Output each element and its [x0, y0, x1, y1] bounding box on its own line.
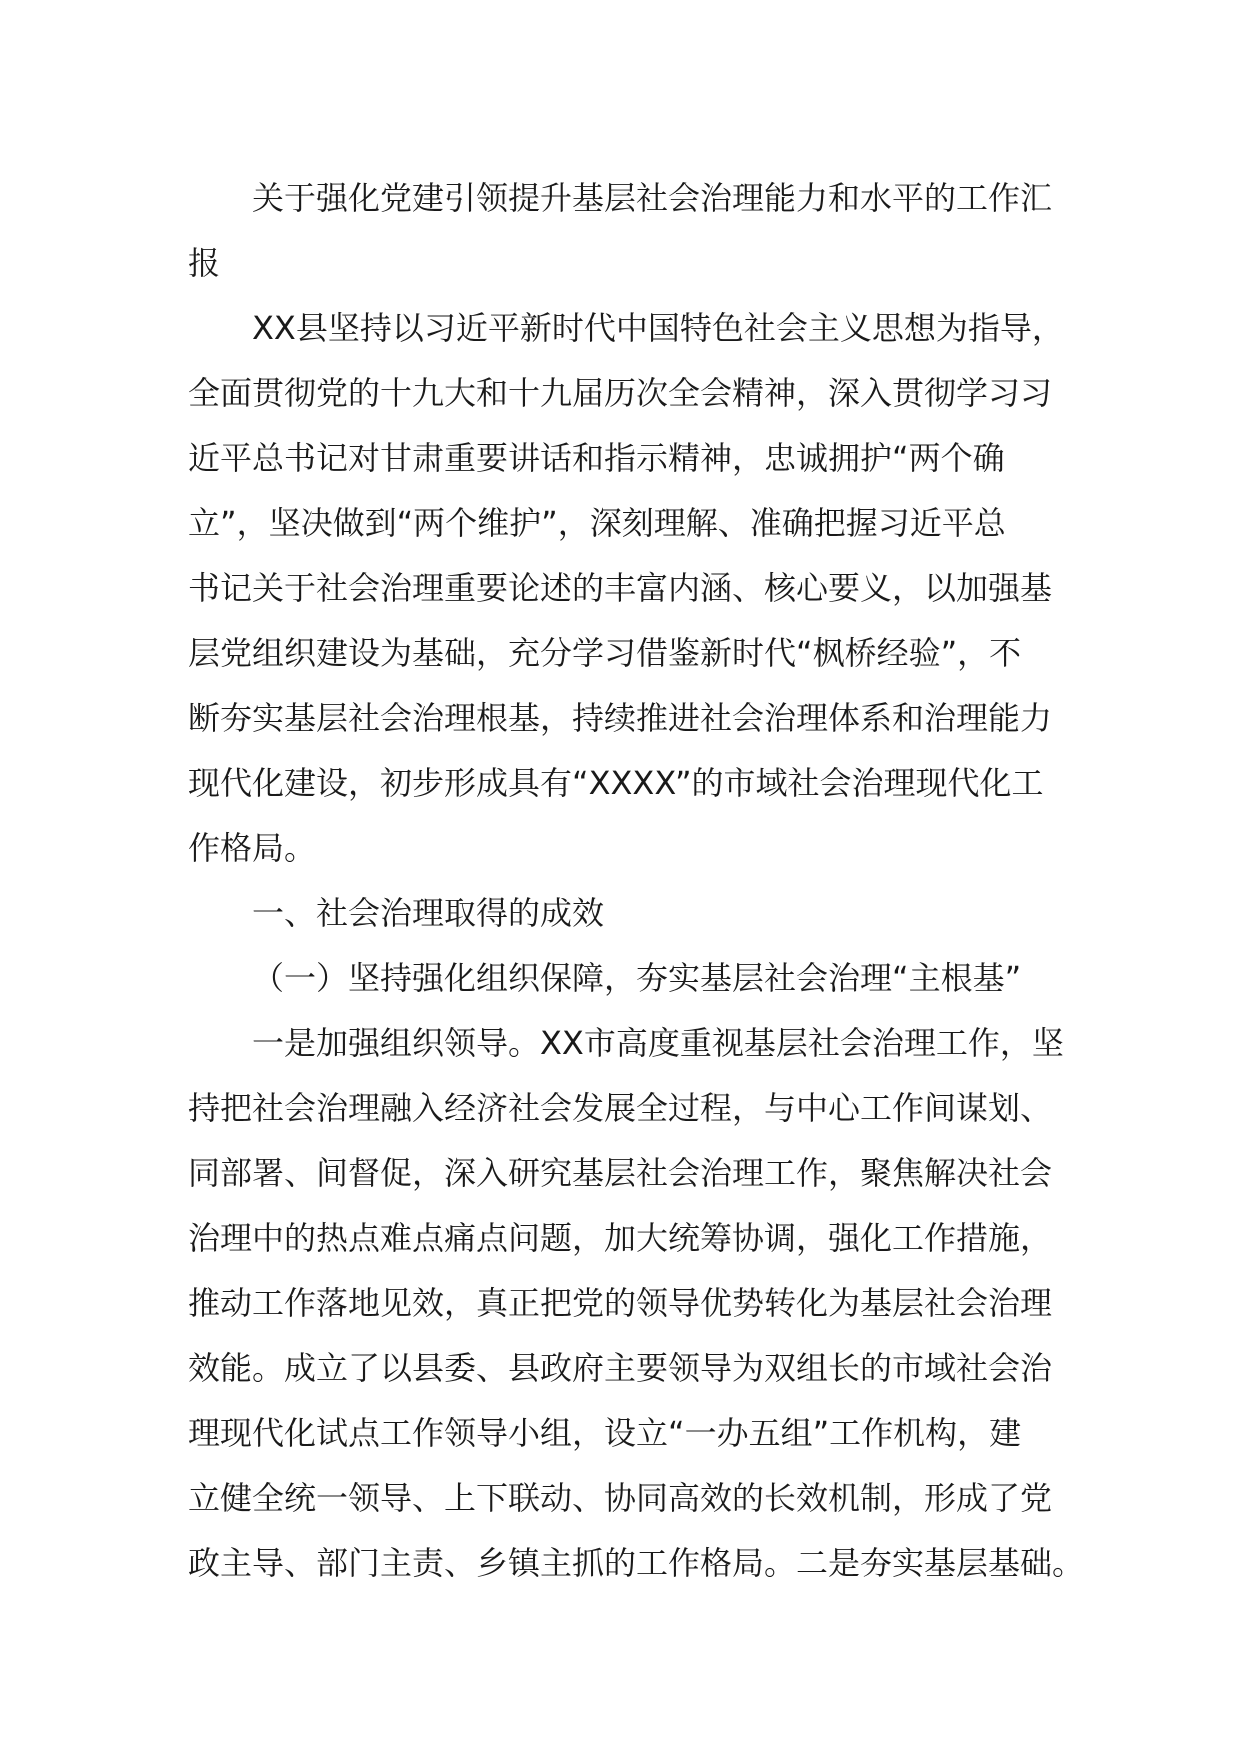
paragraph-line: 一是加强组织领导。XX市高度重视基层社会治理工作，坚	[252, 1024, 1064, 1062]
paragraph-line: 全面贯彻党的十九大和十九届历次全会精神，深入贯彻学习习	[188, 374, 1053, 412]
paragraph-line: 政主导、部门主责、乡镇主抓的工作格局。二是夯实基层基础。	[188, 1544, 1085, 1582]
title-line: 关于强化党建引领提升基层社会治理能力和水平的工作汇	[252, 179, 1053, 217]
paragraph-line: 效能。成立了以县委、县政府主要领导为双组长的市域社会治	[188, 1349, 1053, 1387]
paragraph-line: 持把社会治理融入经济社会发展全过程，与中心工作间谋划、	[188, 1089, 1053, 1127]
subsection-heading: （一）坚持强化组织保障，夯实基层社会治理“主根基”	[252, 959, 1022, 997]
document-body	[188, 166, 1085, 1596]
paragraph-line: 立健全统一领导、上下联动、协同高效的长效机制，形成了党	[188, 1479, 1053, 1517]
paragraph-line: 治理中的热点难点痛点问题，加大统筹协调，强化工作措施，	[188, 1219, 1053, 1257]
paragraph-line: 立”，坚决做到“两个维护”，深刻理解、准确把握习近平总	[188, 504, 1006, 542]
paragraph-line: 作格局。	[188, 829, 317, 867]
paragraph-line: 书记关于社会治理重要论述的丰富内涵、核心要义，以加强基	[188, 569, 1053, 607]
title-line: 报	[188, 244, 221, 282]
paragraph-line: 现代化建设，初步形成具有“XXXX”的市域社会治理现代化工	[188, 764, 1044, 802]
paragraph-line: 近平总书记对甘肃重要讲话和指示精神，忠诚拥护“两个确	[188, 439, 1005, 477]
paragraph-line: 推动工作落地见效，真正把党的领导优势转化为基层社会治理	[188, 1284, 1053, 1322]
body-paragraph	[188, 1011, 1085, 1596]
paragraph-line: XX县坚持以习近平新时代中国特色社会主义思想为指导，	[252, 309, 1064, 347]
section-heading: 一、社会治理取得的成效	[252, 894, 605, 932]
paragraph-line: 同部署、间督促，深入研究基层社会治理工作，聚焦解决社会	[188, 1154, 1053, 1192]
document-title	[188, 166, 1074, 296]
paragraph-line: 层党组织建设为基础，充分学习借鉴新时代“枫桥经验”，不	[188, 634, 1022, 672]
paragraph-line: 断夯实基层社会治理根基，持续推进社会治理体系和治理能力	[188, 699, 1053, 737]
paragraph-line: 理现代化试点工作领导小组，设立“一办五组”工作机构，建	[188, 1414, 1022, 1452]
intro-paragraph	[188, 296, 1074, 881]
